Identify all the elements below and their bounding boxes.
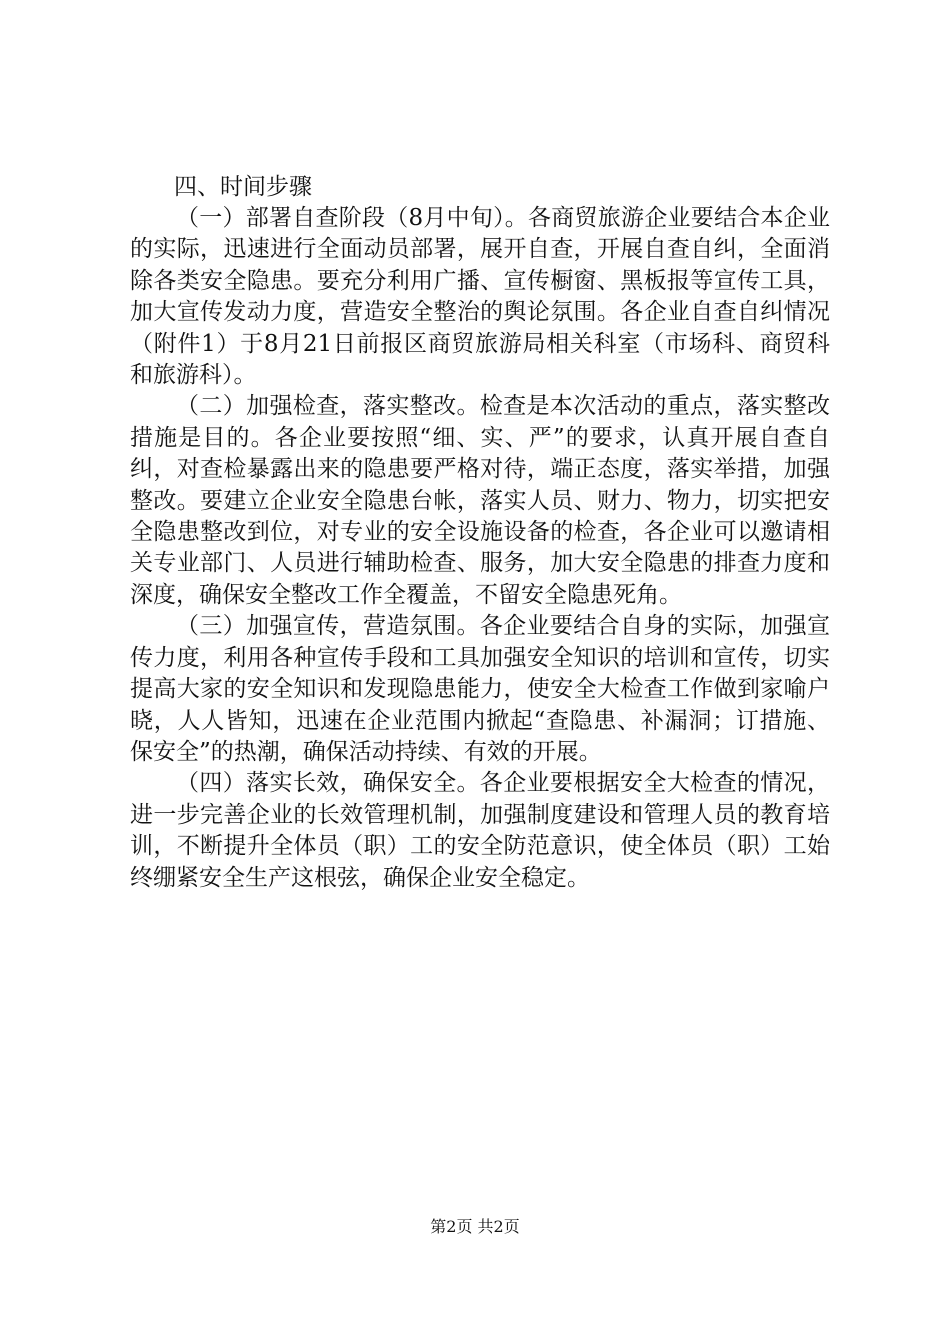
document-body xyxy=(130,172,830,894)
page-footer: 第2页 共2页 xyxy=(430,1217,520,1236)
paragraph-long-term-safety: （四）落实长效，确保安全。各企业要根据安全大检查的情况，进一步完善企业的长效管理机制，加强制度建设和管理人员的教育培训，不断提升全体员（职）工的安全防范意识，使全体员（职）工始终绷紧安全生产这根弦，确保企业安全稳定。 xyxy=(130,770,830,891)
paragraph-deployment-self-check: （一）部署自查阶段（8月中旬）。各商贸旅游企业要结合本企业的实际，迅速进行全面动员部署，展开自查，开展自查自纠，全面消除各类安全隐患。要充分利用广播、宣传橱窗、黑板报等宣传工具，加大宣传发动力度，营造安全整治的舆论氛围。各企业自查自纠情况（附件1）于8月21日前报区商贸旅游局相关科室（市场科、商贸科和旅游科）。 xyxy=(130,205,830,389)
section-heading: 四、时间步骤 xyxy=(174,174,312,200)
paragraph-inspection-rectification: （二）加强检查，落实整改。检查是本次活动的重点，落实整改措施是目的。各企业要按照“细、实、严”的要求，认真开展自查自纠，对查检暴露出来的隐患要严格对待，端正态度，落实举措，加强整改。要建立企业安全隐患台帐，落实人员、财力、物力，切实把安全隐患整改到位，对专业的安全设施设备的检查，各企业可以邀请相关专业部门、人员进行辅助检查、服务，加大安全隐患的排查力度和深度，确保安全整改工作全覆盖，不留安全隐患死角。 xyxy=(130,393,830,608)
paragraph-publicity: （三）加强宣传，营造氛围。各企业要结合自身的实际，加强宣传力度，利用各种宣传手段和工具加强安全知识的培训和宣传，切实提高大家的安全知识和发现隐患能力，使安全大检查工作做到家喻户晓，人人皆知，迅速在企业范围内掀起“查隐患、补漏洞；订措施、保安全”的热潮，确保活动持续、有效的开展。 xyxy=(130,613,830,765)
